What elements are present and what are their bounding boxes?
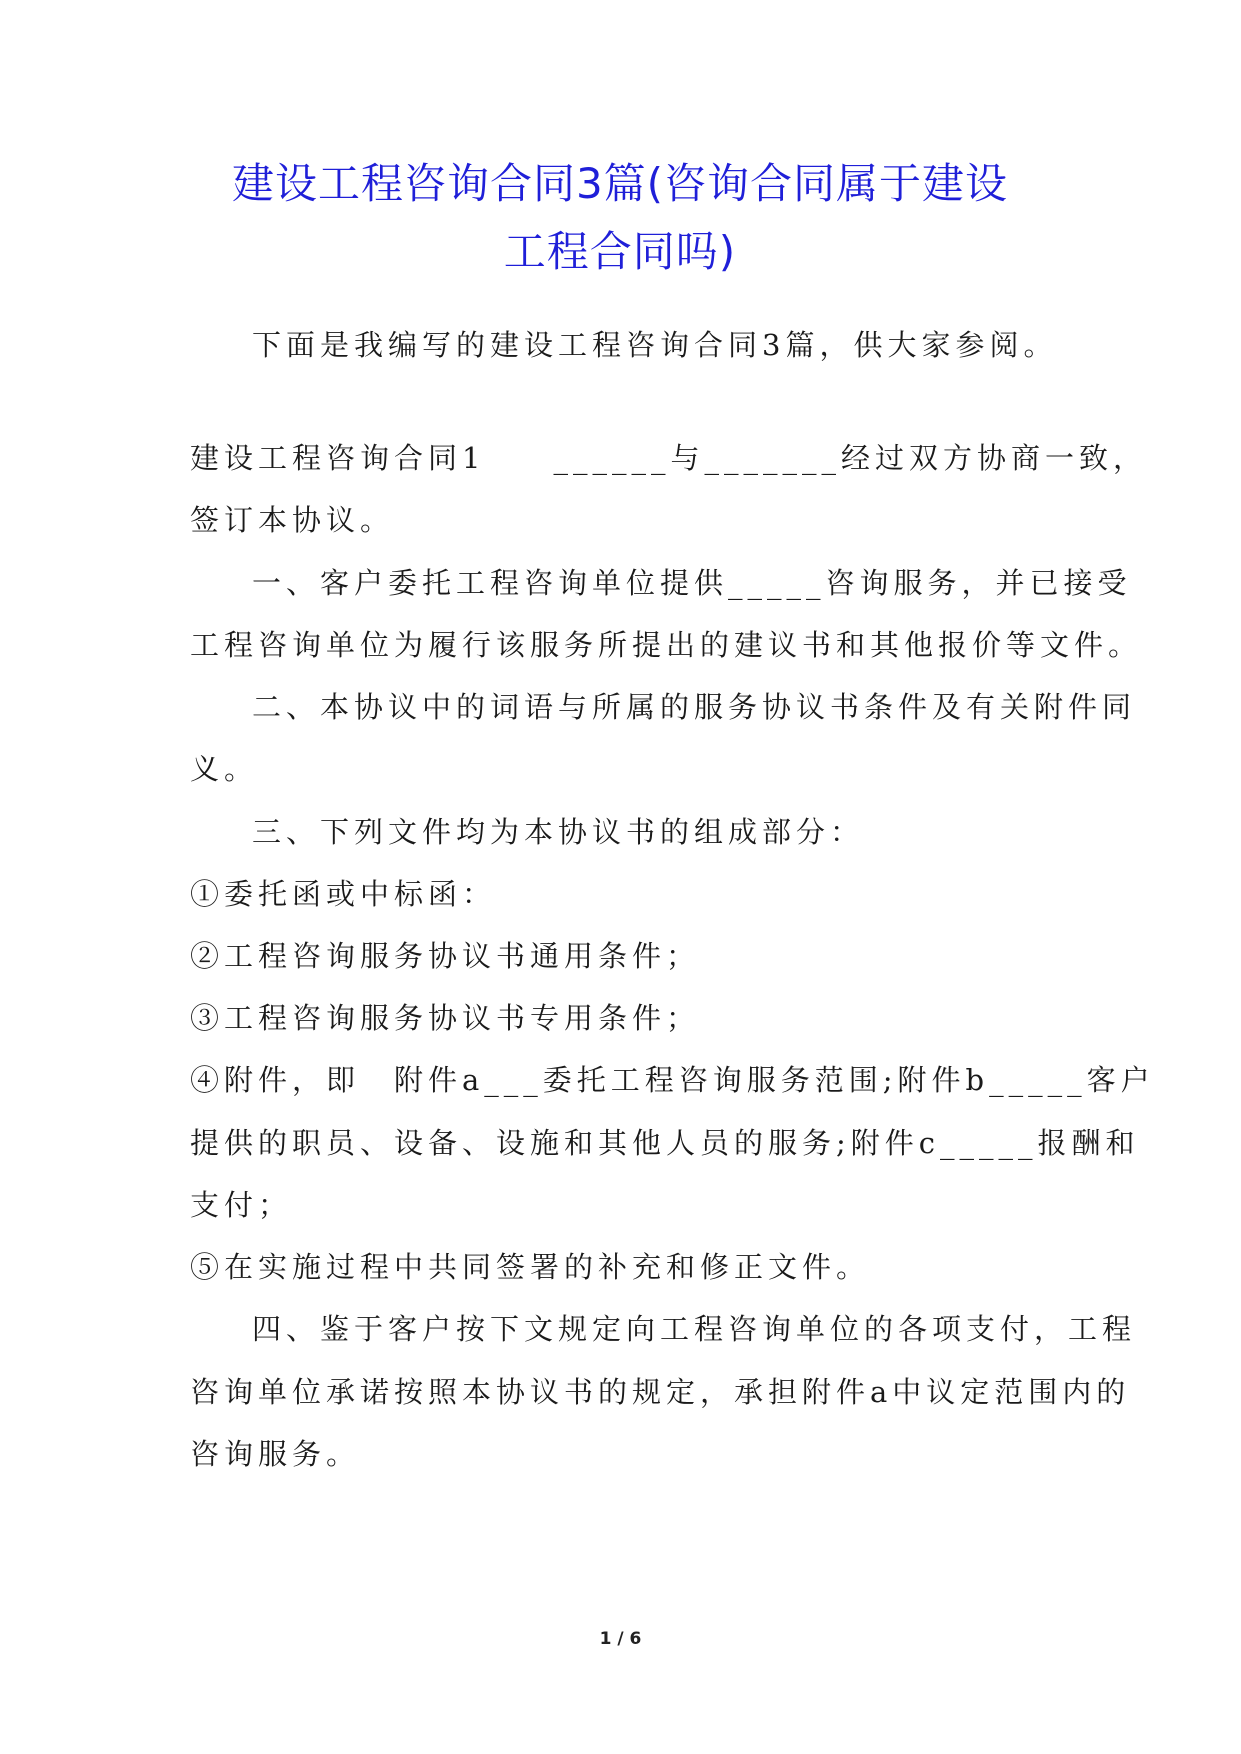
list-item: ④附件，即 附件a___委托工程咨询服务范围;附件b_____客户: [190, 1063, 1155, 1097]
body-line: 咨询单位承诺按照本协议书的规定，承担附件a中议定范围内的: [190, 1375, 1131, 1409]
body-line: 四、鉴于客户按下文规定向工程咨询单位的各项支付，工程: [252, 1312, 1137, 1346]
intro-line: 下面是我编写的建设工程咨询合同3篇，供大家参阅。: [252, 328, 1058, 362]
list-item: ③工程咨询服务协议书专用条件；: [190, 1001, 701, 1035]
body-line: 三、下列文件均为本协议书的组成部分：: [252, 815, 865, 849]
body-line: 提供的职员、设备、设施和其他人员的服务;附件c_____报酬和: [190, 1126, 1140, 1160]
body-line: 义。: [190, 752, 259, 786]
body-line: 二、本协议中的词语与所属的服务协议书条件及有关附件同: [252, 690, 1137, 724]
title-line-2: 工程合同吗): [503, 227, 737, 276]
document-title: [190, 150, 1050, 286]
list-item: ②工程咨询服务协议书通用条件；: [190, 939, 701, 973]
title-line-1: 建设工程咨询合同3篇(咨询合同属于建设: [231, 159, 1009, 208]
body-line: 工程咨询单位为履行该服务所提出的建议书和其他报价等文件。: [190, 628, 1143, 662]
body-line: 建设工程咨询合同1 ______与_______经过双方协商一致，: [190, 441, 1147, 475]
body-line: 一、客户委托工程咨询单位提供_____咨询服务，并已接受: [252, 566, 1132, 600]
body-line: 签订本协议。: [190, 503, 395, 537]
body-line: 支付；: [190, 1188, 293, 1222]
body-line: 咨询服务。: [190, 1437, 361, 1471]
page-number: 1 / 6: [599, 1629, 642, 1649]
list-item: ⑤在实施过程中共同签署的补充和修正文件。: [190, 1250, 871, 1284]
list-item: ①委托函或中标函：: [190, 877, 497, 911]
